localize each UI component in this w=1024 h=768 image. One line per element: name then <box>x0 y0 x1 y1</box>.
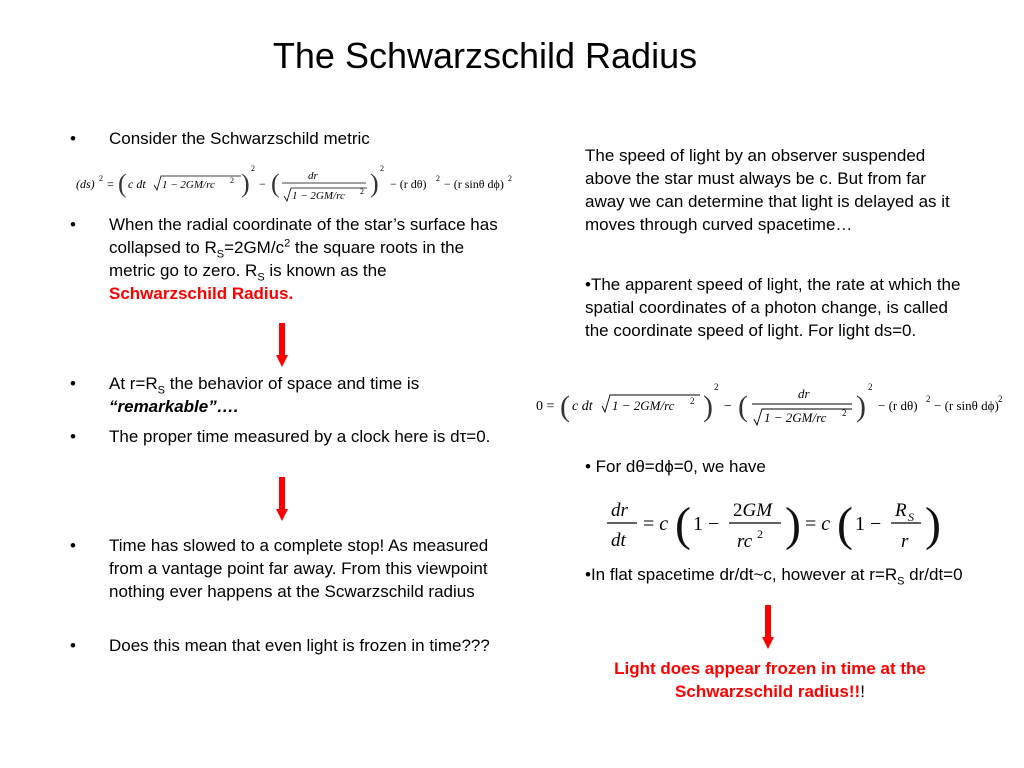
svg-text:dr: dr <box>798 386 810 401</box>
conclusion-text <box>580 657 960 703</box>
svg-text:0 =: 0 = <box>536 399 555 414</box>
down-arrow-icon <box>276 323 288 367</box>
bullet-6-marker: • <box>70 636 76 655</box>
rs-subscript: S <box>257 271 265 284</box>
svg-text:−: − <box>259 177 266 191</box>
svg-text:2: 2 <box>230 176 234 185</box>
svg-text:2GM: 2GM <box>733 500 773 521</box>
conclusion-tail: ! <box>860 682 865 701</box>
svg-text:2: 2 <box>99 174 103 183</box>
bullet-3-text-b: the behavior of space and time is <box>165 374 420 393</box>
svg-text:(: ( <box>271 169 280 198</box>
c-squared-superscript: 2 <box>284 237 291 250</box>
svg-text:1 − 2GM/rc: 1 − 2GM/rc <box>292 190 345 202</box>
svg-text:2: 2 <box>251 164 255 173</box>
svg-text:2: 2 <box>360 187 364 196</box>
svg-text:): ) <box>856 390 866 423</box>
bullet-4-text: The proper time measured by a clock here is dτ=0. <box>109 427 491 446</box>
conclusion-highlight: Light does appear frozen in time at the Schwarzschild radius!! <box>614 659 926 701</box>
down-arrow-icon <box>762 605 774 649</box>
right-paragraph-2: •The apparent speed of light, the rate at which the spatial coordinates of a photon change, is called the coordinate speed of light. For light ds=0. <box>585 275 961 340</box>
right-paragraph-1: The speed of light by an observer suspended above the star must always be c. But from far away we can determine that light is delayed as it moves through curved spacetime… <box>585 146 950 234</box>
svg-text:2: 2 <box>868 382 873 392</box>
svg-text:2: 2 <box>926 394 931 404</box>
bullet-2-text-b: =2GM/c <box>224 238 285 257</box>
right-paragraph-4-b: dr/dt=0 <box>904 565 963 584</box>
svg-text:dt: dt <box>611 530 626 551</box>
svg-text:= c: = c <box>643 513 669 535</box>
null-metric-equation-image <box>536 374 1006 434</box>
bullet-4-marker: • <box>70 427 76 446</box>
svg-text:(: ( <box>118 169 127 198</box>
svg-text:1 −: 1 − <box>855 513 882 535</box>
schwarzschild-radius-highlight: Schwarzschild Radius. <box>109 284 294 303</box>
rs-subscript: S <box>216 248 225 261</box>
rs-subscript: S <box>897 575 905 588</box>
svg-text:): ) <box>241 169 250 198</box>
svg-text:1 −: 1 − <box>693 513 720 535</box>
page-title: The Schwarzschild Radius <box>272 35 698 76</box>
right-paragraph-4-a: •In flat spacetime dr/dt~c, however at r=R <box>585 565 898 584</box>
svg-text:− (r sinθ dϕ): − (r sinθ dϕ) <box>444 177 504 191</box>
svg-text:(: ( <box>560 390 570 423</box>
svg-text:(: ( <box>738 390 748 423</box>
metric-equation-image <box>76 158 516 208</box>
svg-text:2: 2 <box>757 527 763 541</box>
coordinate-speed-equation-image <box>605 490 950 556</box>
svg-text:2: 2 <box>714 382 719 392</box>
svg-text:): ) <box>370 169 379 198</box>
svg-text:= c: = c <box>805 513 831 535</box>
down-arrow-icon <box>276 477 288 521</box>
bullet-2-text-a: When the radial coordinate of the star’s surface has collapsed to R <box>109 215 498 257</box>
bullet-3-text-a: At r=R <box>109 374 158 393</box>
bullet-2-text-c: the square roots in the metric go to zero. R <box>109 238 465 280</box>
svg-text:2: 2 <box>842 408 847 418</box>
svg-text:): ) <box>925 498 941 551</box>
bullet-5-marker: • <box>70 536 76 555</box>
svg-text:rc: rc <box>737 531 753 552</box>
svg-text:(ds): (ds) <box>76 177 95 191</box>
bullet-2-text <box>109 213 504 305</box>
bullet-2-text-d: is known as the <box>264 261 387 280</box>
svg-text:=: = <box>107 177 114 191</box>
svg-text:2: 2 <box>998 394 1003 404</box>
svg-text:− (r sinθ dϕ): − (r sinθ dϕ) <box>934 398 999 413</box>
remarkable-emphasis: “remarkable”…. <box>109 397 239 416</box>
svg-text:): ) <box>703 390 713 423</box>
bullet-2-marker: • <box>70 215 76 234</box>
bullet-6-text: Does this mean that even light is frozen in time??? <box>109 636 490 655</box>
svg-text:c dt: c dt <box>572 399 593 414</box>
svg-text:1 − 2GM/rc: 1 − 2GM/rc <box>162 179 215 191</box>
svg-text:r: r <box>901 531 909 552</box>
svg-text:dr: dr <box>611 500 628 521</box>
right-paragraph-3: • For dθ=dϕ=0, we have <box>585 457 766 476</box>
bullet-3-marker: • <box>70 374 76 393</box>
svg-text:): ) <box>785 498 801 551</box>
bullet-3-text <box>109 372 504 418</box>
right-paragraph-4 <box>585 563 965 586</box>
svg-text:(: ( <box>675 498 691 551</box>
svg-text:2: 2 <box>690 396 695 406</box>
svg-text:−: − <box>724 399 732 414</box>
bullet-5-text: Time has slowed to a complete stop! As measured from a vantage point far away. From this viewpoint nothing ever happens at the Scwarzschild radius <box>109 536 489 601</box>
svg-text:2: 2 <box>508 174 512 183</box>
svg-text:− (r dθ): − (r dθ) <box>878 398 918 413</box>
svg-text:S: S <box>908 510 914 524</box>
svg-text:1 − 2GM/rc: 1 − 2GM/rc <box>764 410 827 425</box>
svg-text:dr: dr <box>308 170 318 182</box>
bullet-1-marker: • <box>70 129 76 148</box>
svg-text:− (r dθ): − (r dθ) <box>390 177 427 191</box>
svg-text:c dt: c dt <box>128 177 146 191</box>
rs-subscript: S <box>157 384 165 397</box>
svg-text:(: ( <box>837 498 853 551</box>
svg-text:2: 2 <box>436 174 440 183</box>
svg-text:R: R <box>895 500 907 521</box>
bullet-1-text: Consider the Schwarzschild metric <box>109 129 370 148</box>
svg-text:2: 2 <box>380 164 384 173</box>
svg-text:1 − 2GM/rc: 1 − 2GM/rc <box>612 398 675 413</box>
